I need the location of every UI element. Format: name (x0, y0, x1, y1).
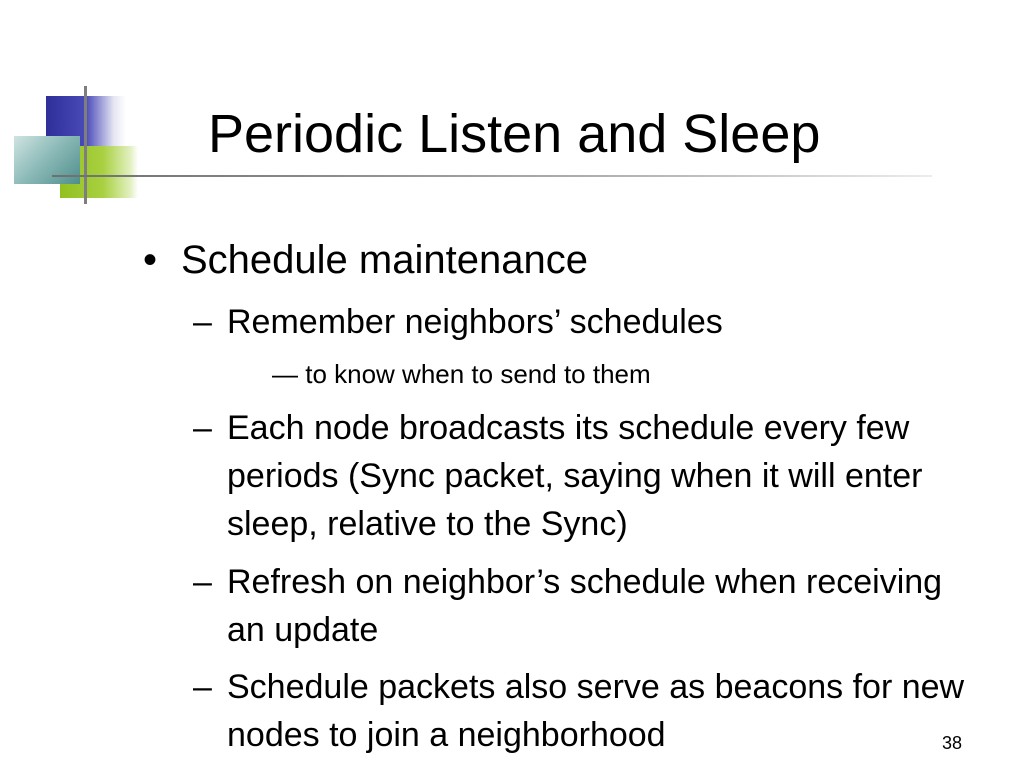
dash-marker: – (193, 668, 212, 706)
sub-bullet-text: Remember neighbors’ schedules (227, 303, 723, 341)
slide-title: Periodic Listen and Sleep (208, 104, 821, 164)
bullet-marker: • (143, 238, 158, 282)
sub-sub-bullet: — to know when to send to them (272, 359, 651, 389)
bullet-text: Schedule maintenance (181, 238, 588, 282)
sub-bullet-4 (193, 663, 973, 759)
sub-bullet-text: Refresh on neighbor’s schedule when receiving an update (227, 563, 943, 649)
sub-bullet-2 (193, 404, 973, 548)
sub-bullet-text: Schedule packets also serve as beacons for new nodes to join a neighborhood (227, 668, 965, 754)
dash-marker: – (193, 303, 212, 341)
sub-bullet-1 (193, 298, 973, 346)
dash-marker: – (193, 409, 212, 447)
page-number: 38 (942, 733, 963, 753)
sub-bullet-text: Each node broadcasts its schedule every few periods (Sync packet, saying when it will enter sleep, relative to the Sync) (227, 409, 923, 543)
sub-bullet-3 (193, 558, 973, 654)
dash-marker: – (193, 563, 212, 601)
